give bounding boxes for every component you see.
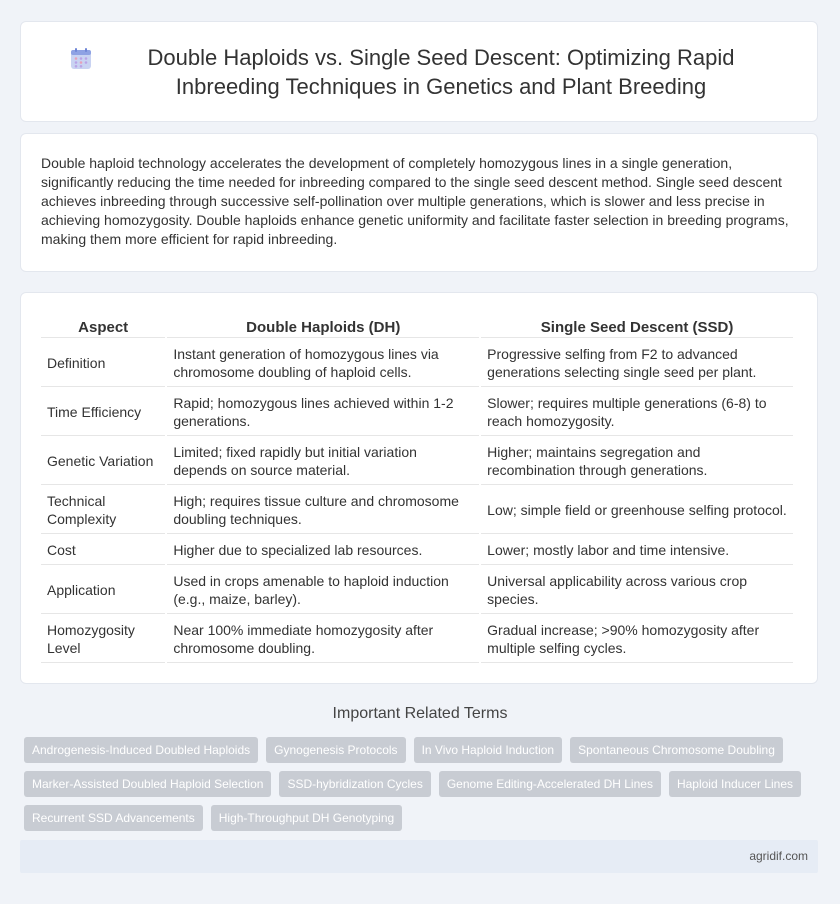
table-row xyxy=(41,567,793,614)
comparison-table-card xyxy=(20,292,818,684)
row-aspect: Homozygosity Level xyxy=(41,616,165,663)
header-aspect: Aspect xyxy=(41,315,165,338)
row-ssd: Low; simple field or greenhouse selfing protocol. xyxy=(481,487,793,534)
related-term-tag[interactable]: SSD-hybridization Cycles xyxy=(279,771,430,797)
row-ssd: Universal applicability across various crop species. xyxy=(481,567,793,614)
related-term-tag[interactable]: Genome Editing-Accelerated DH Lines xyxy=(439,771,661,797)
row-ssd: Gradual increase; >90% homozygosity after multiple selfing cycles. xyxy=(481,616,793,663)
related-term-tag[interactable]: Androgenesis-Induced Doubled Haploids xyxy=(24,737,258,763)
row-aspect: Application xyxy=(41,567,165,614)
related-term-tag[interactable]: Gynogenesis Protocols xyxy=(266,737,405,763)
title-card xyxy=(20,21,818,122)
table-row xyxy=(41,487,793,534)
intro-paragraph: Double haploid technology accelerates the development of completely homozygous lines in a single generation, significantly reducing the time needed for inbreeding compared to the single seed descent method. Single seed descent achieves inbreeding through successive self-pollination over multiple generations, which is slower and less precise in achieving homozygosity. Double haploids enhance genetic uniformity and facilitate faster selection in breeding programs, making them more efficient for rapid inbreeding. xyxy=(41,155,789,247)
row-aspect: Genetic Variation xyxy=(41,438,165,485)
related-term-tag[interactable]: Recurrent SSD Advancements xyxy=(24,805,203,831)
row-dh: Higher due to specialized lab resources. xyxy=(167,536,479,565)
table-row xyxy=(41,536,793,565)
related-term-tag[interactable]: Haploid Inducer Lines xyxy=(669,771,801,797)
row-ssd: Slower; requires multiple generations (6-8) to reach homozygosity. xyxy=(481,389,793,436)
table-row xyxy=(41,438,793,485)
table-row xyxy=(41,616,793,663)
footer xyxy=(20,840,818,873)
row-dh: Rapid; homozygous lines achieved within 1-2 generations. xyxy=(167,389,479,436)
related-term-tag[interactable]: High-Throughput DH Genotyping xyxy=(211,805,402,831)
row-aspect: Time Efficiency xyxy=(41,389,165,436)
row-dh: Near 100% immediate homozygosity after chromosome doubling. xyxy=(167,616,479,663)
page-title: Double Haploids vs. Single Seed Descent: Optimizing Rapid Inbreeding Techniques in Genetics and Plant Breeding xyxy=(147,44,735,99)
row-aspect: Definition xyxy=(41,340,165,387)
table-row xyxy=(41,389,793,436)
row-ssd: Higher; maintains segregation and recombination through generations. xyxy=(481,438,793,485)
related-term-tag[interactable]: Marker-Assisted Doubled Haploid Selection xyxy=(24,771,271,797)
intro-card xyxy=(20,133,818,272)
related-term-tag[interactable]: In Vivo Haploid Induction xyxy=(414,737,563,763)
row-aspect: Technical Complexity xyxy=(41,487,165,534)
row-aspect: Cost xyxy=(41,536,165,565)
title-wrap xyxy=(69,43,769,101)
related-terms-title: Important Related Terms xyxy=(332,705,508,722)
footer-site-link[interactable]: agridif.com xyxy=(749,849,808,863)
row-ssd: Progressive selfing from F2 to advanced generations selecting single seed per plant. xyxy=(481,340,793,387)
row-dh: Limited; fixed rapidly but initial variation depends on source material. xyxy=(167,438,479,485)
row-ssd: Lower; mostly labor and time intensive. xyxy=(481,536,793,565)
row-dh: High; requires tissue culture and chromosome doubling techniques. xyxy=(167,487,479,534)
related-term-tag[interactable]: Spontaneous Chromosome Doubling xyxy=(570,737,783,763)
table-row xyxy=(41,340,793,387)
related-terms-list xyxy=(24,737,816,831)
header-dh: Double Haploids (DH) xyxy=(167,315,479,338)
comparison-table xyxy=(39,313,795,665)
row-dh: Used in crops amenable to haploid induction (e.g., maize, barley). xyxy=(167,567,479,614)
table-header-row xyxy=(41,315,793,338)
calendar-icon xyxy=(69,47,93,71)
header-ssd: Single Seed Descent (SSD) xyxy=(481,315,793,338)
row-dh: Instant generation of homozygous lines via chromosome doubling of haploid cells. xyxy=(167,340,479,387)
